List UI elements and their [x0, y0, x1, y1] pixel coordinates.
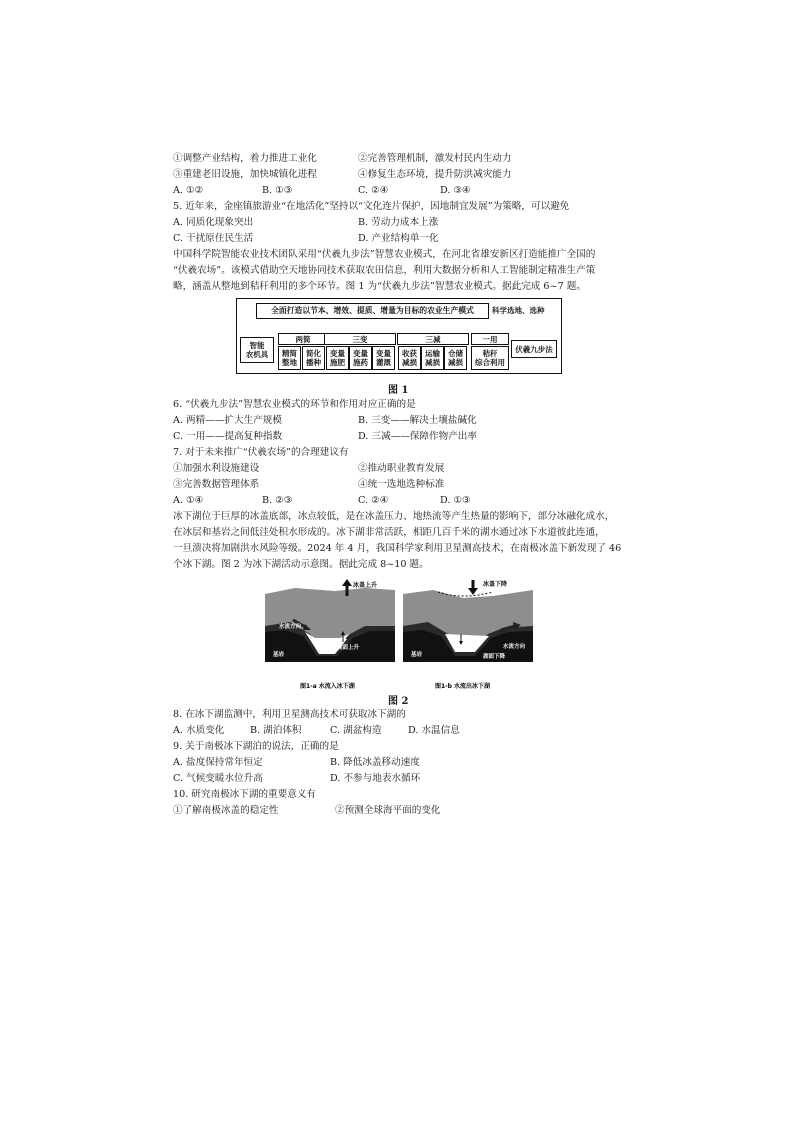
q7-choice-b: B. ②③: [262, 495, 293, 506]
figure-2: [265, 576, 533, 692]
q6-option-a: A. 两精——扩大生产规模: [173, 415, 282, 426]
q5-option-c: C. 干扰原住民生活: [173, 233, 254, 244]
figure-2-caption: 图 2: [388, 696, 409, 707]
passage2-line-4: 个冰下湖。图 2 为冰下湖活动示意图。据此完成 8~10 题。: [173, 559, 429, 570]
q5-option-a: A. 同质化现象突出: [173, 217, 254, 228]
group-header-sanbian: 三变: [324, 333, 396, 345]
figure-2b-subcaption: 图1-b 水流出冰下湖: [435, 683, 491, 690]
label-flow-a: 水流方向: [279, 624, 302, 630]
figure-1-left-label: 智能 农机具: [240, 337, 274, 363]
q7-option-4: ④统一选地选种标准: [358, 479, 445, 490]
label-flow-b: 水流方向: [503, 644, 526, 650]
q4-option-2: ②完善管理机制，激发村民内生动力: [358, 153, 512, 164]
step-item: 变量 灌溉: [372, 346, 395, 370]
group-header-lianjian: 两简: [278, 333, 328, 345]
q8-option-d: D. 水温信息: [408, 725, 460, 736]
step-item: 简化 播种: [302, 346, 325, 370]
q6-option-d: D. 三减——保障作物产出率: [358, 431, 477, 442]
q4-choice-c: C. ②④: [358, 185, 389, 196]
label-lake-fall: 湖面下降: [483, 654, 506, 660]
q7-option-1: ①加强水利设施建设: [173, 463, 260, 474]
figure-1-top-title: 全面打造以节本、增效、提质、增量为目标的农业生产模式: [256, 303, 489, 319]
passage-line-3: 略，涵盖从整地到秸秆利用的多个环节。图 1 为“伏羲九步法”智慧农业模式。据此完成 6~7 题。: [173, 281, 586, 292]
q7-stem: 7. 对于未来推广“伏羲农场”的合理建议有: [173, 447, 349, 458]
q5-option-d: D. 产业结构单一化: [358, 233, 439, 244]
label-lake-rise: 湖面上升: [337, 645, 360, 651]
q5-option-b: B. 劳动力成本上涨: [358, 217, 439, 228]
q4-choice-a: A. ①②: [173, 185, 204, 196]
q6-option-b: B. 三变——解决土壤盐碱化: [358, 415, 477, 426]
q8-option-c: C. 湖盆构造: [330, 725, 382, 736]
q9-option-c: C. 气候变暖水位升高: [173, 773, 263, 784]
q4-option-1: ①调整产业结构，着力推进工业化: [173, 153, 317, 164]
step-item: 变量 施肥: [326, 346, 349, 370]
group-header-sanjian: 三减: [397, 333, 469, 345]
q9-option-d: D. 不参与地表水循环: [330, 773, 421, 784]
figure-2b-panel: [403, 576, 533, 678]
figure-1-top-right: 科学选地、选种: [492, 306, 545, 315]
q10-stem: 10. 研究南极冰下湖的重要意义有: [173, 789, 317, 800]
figure-1-caption: 图 1: [388, 385, 409, 396]
q6-option-c: C. 一用——提高复种指数: [173, 431, 283, 442]
step-item: 收获 减损: [398, 346, 421, 370]
figure-1-right-label: 伏羲九步法: [511, 340, 557, 358]
q10-option-2: ②预测全球海平面的变化: [335, 805, 441, 816]
q5-stem: 5. 近年来，金座镇旅游业“在地活化”坚持以“文化连片保护，因地制宜发展”为策略，可以避免: [173, 201, 570, 212]
group-header-yiyong: 一用: [471, 333, 509, 345]
label-rock-a: 基岩: [273, 652, 285, 658]
step-item: 运输 减损: [421, 346, 444, 370]
q9-option-a: A. 盐度保持常年恒定: [173, 757, 263, 768]
step-item: 变量 施药: [349, 346, 372, 370]
q7-option-2: ②推动职业教育发展: [358, 463, 445, 474]
figure-2a-subcaption: 图1-a 水流入冰下湖: [300, 683, 355, 690]
q8-option-a: A. 水质变化: [173, 725, 225, 736]
step-item: 精简 整地: [278, 346, 301, 370]
q4-option-3: ③重建老旧设施，加快城镇化进程: [173, 169, 317, 180]
step-item: 仓储 减损: [444, 346, 467, 370]
q4-choice-d: D. ③④: [440, 185, 471, 196]
q7-choice-a: A. ①④: [173, 495, 204, 506]
q4-choice-b: B. ①③: [262, 185, 293, 196]
passage2-line-2: 在冰层和基岩之间低洼处积水形成的。冰下湖非常活跃，相距几百千米的湖水通过冰下水道彼此连通，: [173, 527, 605, 538]
label-ice-fall: 冰盖下降: [483, 581, 508, 588]
q7-option-3: ③完善数据管理体系: [173, 479, 260, 490]
label-ice-rise: 冰盖上升: [353, 582, 378, 589]
q7-choice-d: D. ①③: [440, 495, 471, 506]
q9-stem: 9. 关于南极冰下湖泊的说法，正确的是: [173, 741, 339, 752]
passage2-line-1: 冰下湖位于巨厚的冰盖底部，冰点较低，是在冰盖压力、地热流等产生热量的影响下，部分冰融化成水，: [173, 511, 615, 522]
passage-line-2: “伏羲农场”。该模式借助空天地协同技术获取农田信息，利用大数据分析和人工智能制定精准生产策: [173, 265, 596, 276]
step-item: 秸秆 综合利用: [471, 346, 509, 370]
q4-option-4: ④修复生态环境，提升防洪减灾能力: [358, 169, 512, 180]
q7-choice-c: C. ②④: [358, 495, 389, 506]
q10-option-1: ①了解南极冰盖的稳定性: [173, 805, 279, 816]
q8-option-b: B. 湖泊体积: [250, 725, 302, 736]
label-rock-b: 基岩: [411, 652, 423, 658]
passage-line-1: 中国科学院智能农业技术团队采用“伏羲九步法”智慧农业模式，在河北省雄安新区打造能推广全国的: [173, 249, 596, 260]
q9-option-b: B. 降低冰盖移动速度: [330, 757, 420, 768]
q8-stem: 8. 在冰下湖监测中，利用卫星测高技术可获取冰下湖的: [173, 709, 406, 720]
q6-stem: 6. “伏羲九步法”智慧农业模式的环节和作用对应正确的是: [173, 399, 416, 410]
passage2-line-3: 一旦溃决将加剧洪水风险等级。2024 年 4 月，我国科学家利用卫星测高技术，在南极冰盖下新发现了 46: [173, 543, 622, 554]
